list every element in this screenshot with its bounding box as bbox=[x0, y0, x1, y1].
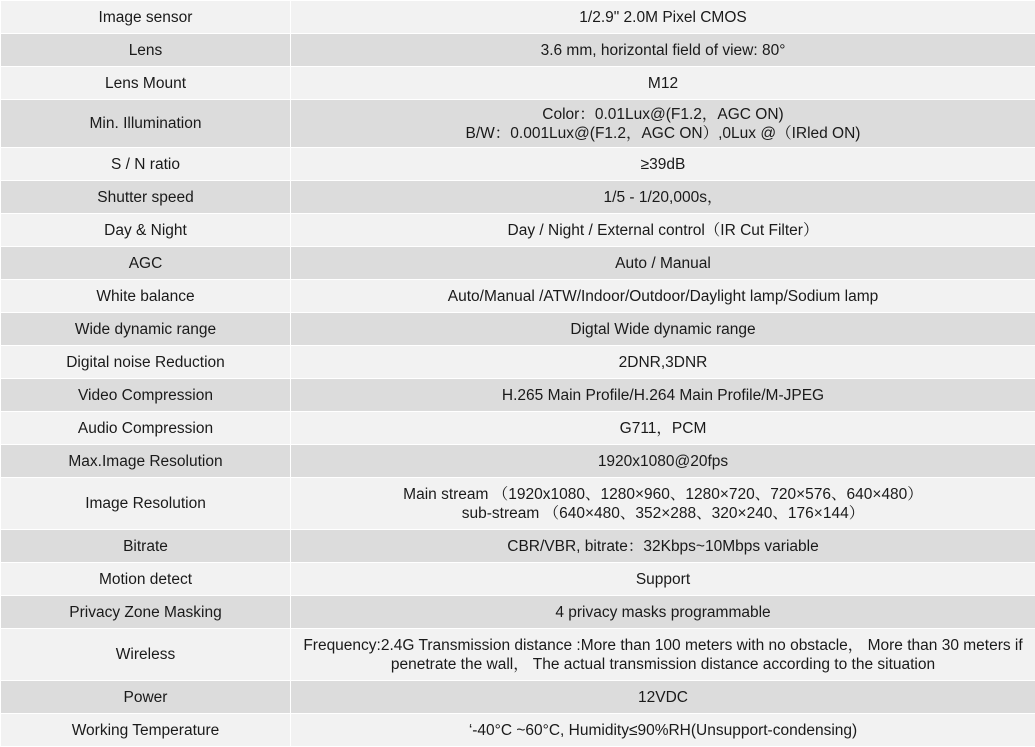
table-row bbox=[1, 100, 1035, 148]
table-row bbox=[1, 379, 1035, 412]
spec-value: 4 privacy masks programmable bbox=[291, 596, 1035, 629]
spec-label: Power bbox=[1, 681, 291, 714]
table-row bbox=[1, 34, 1035, 67]
spec-value: Auto/Manual /ATW/Indoor/Outdoor/Daylight lamp/Sodium lamp bbox=[291, 280, 1035, 313]
spec-value bbox=[291, 100, 1035, 148]
spec-label: Bitrate bbox=[1, 530, 291, 563]
table-row bbox=[1, 1, 1035, 34]
spec-label: Motion detect bbox=[1, 563, 291, 596]
table-row bbox=[1, 67, 1035, 100]
table-row bbox=[1, 530, 1035, 563]
spec-label: Video Compression bbox=[1, 379, 291, 412]
spec-label: Lens bbox=[1, 34, 291, 67]
table-row bbox=[1, 563, 1035, 596]
table-row bbox=[1, 247, 1035, 280]
spec-value: 1/5 - 1/20,000s， bbox=[291, 181, 1035, 214]
spec-label: Privacy Zone Masking bbox=[1, 596, 291, 629]
table-row bbox=[1, 714, 1035, 747]
spec-label: Day & Night bbox=[1, 214, 291, 247]
spec-value: ≥39dB bbox=[291, 148, 1035, 181]
spec-label: S / N ratio bbox=[1, 148, 291, 181]
spec-label: Wide dynamic range bbox=[1, 313, 291, 346]
spec-label: White balance bbox=[1, 280, 291, 313]
spec-value: 1/2.9" 2.0M Pixel CMOS bbox=[291, 1, 1035, 34]
spec-value: G711，PCM bbox=[291, 412, 1035, 445]
spec-value: 2DNR,3DNR bbox=[291, 346, 1035, 379]
spec-label: Working Temperature bbox=[1, 714, 291, 747]
spec-value: M12 bbox=[291, 67, 1035, 100]
table-row bbox=[1, 478, 1035, 530]
table-row bbox=[1, 214, 1035, 247]
spec-label: Max.Image Resolution bbox=[1, 445, 291, 478]
spec-value: Digtal Wide dynamic range bbox=[291, 313, 1035, 346]
spec-value: CBR/VBR, bitrate：32Kbps~10Mbps variable bbox=[291, 530, 1035, 563]
spec-value: 1920x1080@20fps bbox=[291, 445, 1035, 478]
spec-label: Min. Illumination bbox=[1, 100, 291, 148]
spec-label: Lens Mount bbox=[1, 67, 291, 100]
table-row bbox=[1, 280, 1035, 313]
spec-label: Shutter speed bbox=[1, 181, 291, 214]
table-row bbox=[1, 629, 1035, 681]
spec-value bbox=[291, 478, 1035, 530]
spec-value: Frequency:2.4G Transmission distance :More than 100 meters with no obstacle， More than 30 meters if penetrate the wall， The actual transmission distance according to the situation bbox=[291, 629, 1035, 681]
spec-value: Day / Night / External control（IR Cut Filter） bbox=[291, 214, 1035, 247]
table-row bbox=[1, 596, 1035, 629]
spec-value: 3.6 mm, horizontal field of view: 80° bbox=[291, 34, 1035, 67]
spec-value: H.265 Main Profile/H.264 Main Profile/M-JPEG bbox=[291, 379, 1035, 412]
spec-label: Audio Compression bbox=[1, 412, 291, 445]
spec-value: 12VDC bbox=[291, 681, 1035, 714]
spec-value-line: B/W：0.001Lux@(F1.2，AGC ON）,0Lux @（IRled ON) bbox=[301, 124, 1025, 143]
table-row bbox=[1, 445, 1035, 478]
table-row bbox=[1, 181, 1035, 214]
table-row bbox=[1, 681, 1035, 714]
spec-value: Auto / Manual bbox=[291, 247, 1035, 280]
spec-value-line: Main stream （1920x1080、1280×960、1280×720、720×576、640×480） bbox=[301, 485, 1025, 504]
spec-label: Wireless bbox=[1, 629, 291, 681]
table-row bbox=[1, 313, 1035, 346]
spec-label: Image Resolution bbox=[1, 478, 291, 530]
spec-label: Digital noise Reduction bbox=[1, 346, 291, 379]
spec-value-line: Color：0.01Lux@(F1.2，AGC ON) bbox=[301, 105, 1025, 124]
spec-label: AGC bbox=[1, 247, 291, 280]
table-row bbox=[1, 412, 1035, 445]
table-row bbox=[1, 346, 1035, 379]
table-row bbox=[1, 148, 1035, 181]
spec-value: Support bbox=[291, 563, 1035, 596]
spec-value: ‘-40°C ~60°C, Humidity≤90%RH(Unsupport-condensing) bbox=[291, 714, 1035, 747]
spec-label: Image sensor bbox=[1, 1, 291, 34]
spec-value-line: sub-stream （640×480、352×288、320×240、176×144） bbox=[301, 504, 1025, 523]
